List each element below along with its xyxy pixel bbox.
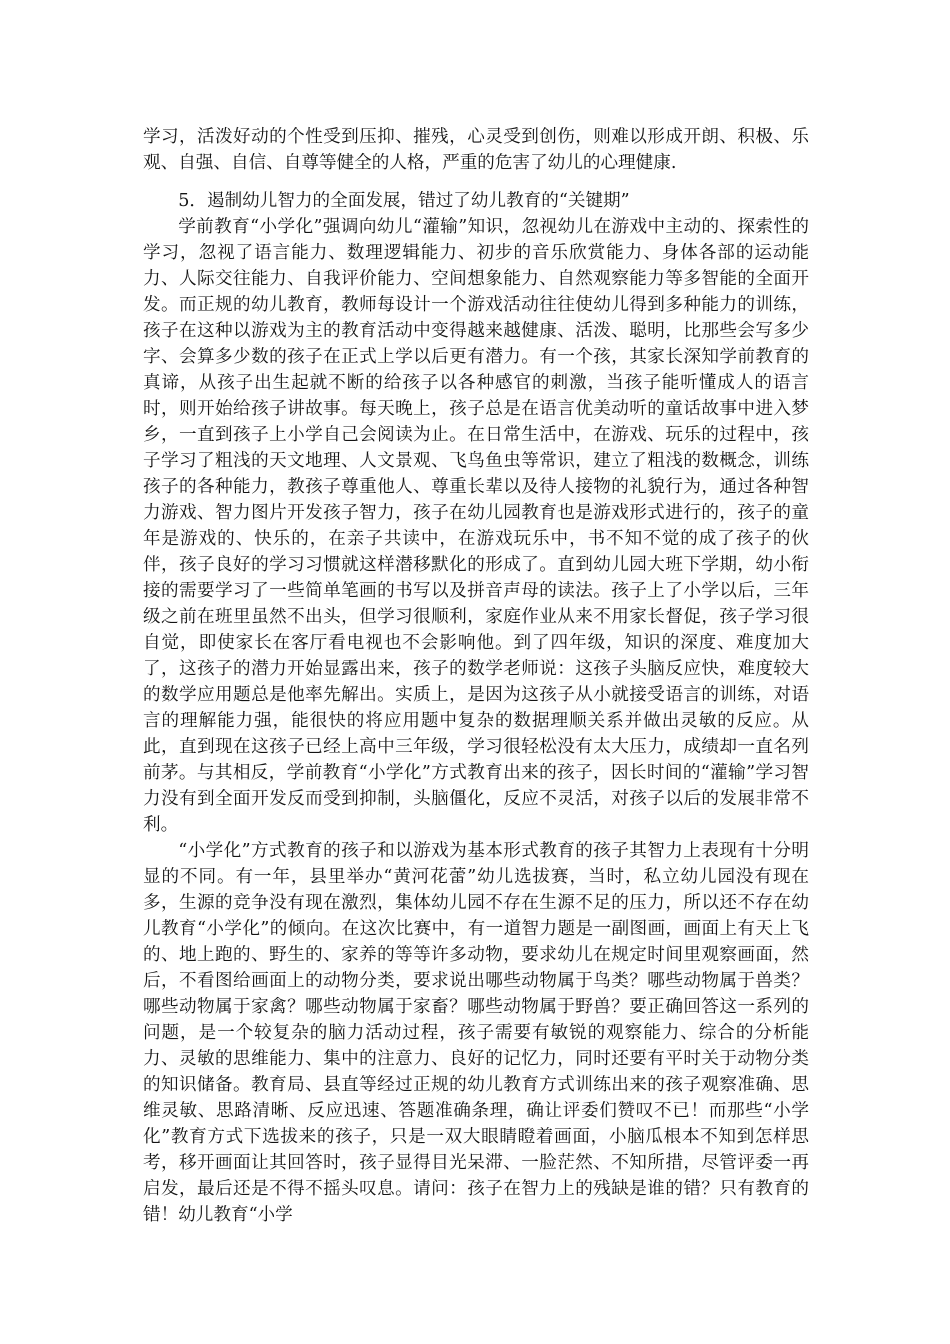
document-page: [143, 124, 809, 1228]
paragraph-body: “小学化”方式教育的孩子和以游戏为基本形式教育的孩子其智力上表现有十分明显的不同。有一年，县里举办“黄河花蕾”幼儿选拔赛，当时，私立幼儿园没有现在多，生源的竞争没有现在激烈，集体幼儿园不存在生源不足的压力，所以还不存在幼儿教育“小学化”的倾向。在这次比赛中，有一道智力题是一副图画，画面上有天上飞的、地上跑的、野生的、家养的等等许多动物，要求幼儿在规定时间里观察画面，然后，不看图给画面上的动物分类，要求说出哪些动物属于鸟类？哪些动物属于兽类？哪些动物属于家禽？哪些动物属于家畜？哪些动物属于野兽？要正确回答这一系列的问题，是一个较复杂的脑力活动过程，孩子需要有敏锐的观察能力、综合的分析能力、灵敏的思维能力、集中的注意力、良好的记忆力，同时还要有平时关于动物分类的知识储备。教育局、县直等经过正规的幼儿教育方式训练出来的孩子观察准确、思维灵敏、思路清晰、反应迅速、答题准确条理，确让评委们赞叹不已！而那些“小学化”教育方式下选拔来的孩子，只是一双大眼睛瞪着画面，小脑瓜根本不知到怎样思考，移开画面让其回答时，孩子显得目光呆滞、一脸茫然、不知所措，尽管评委一再启发，最后还是不得不摇头叹息。请问：孩子在智力上的残缺是谁的错？只有教育的错！幼儿教育“小学: [143, 841, 809, 1225]
section-heading: 5．遏制幼儿智力的全面发展，错过了幼儿教育的“关键期”: [178, 191, 630, 211]
paragraph-continuation: 学习，活泼好动的个性受到压抑、摧残，心灵受到创伤，则难以形成开朗、积极、乐观、自强、自信、自尊等健全的人格，严重的危害了幼儿的心理健康.: [143, 127, 809, 173]
paragraph-body: 学前教育“小学化”强调向幼儿“灌输”知识，忽视幼儿在游戏中主动的、探索性的学习，忽视了语言能力、数理逻辑能力、初步的音乐欣赏能力、身体各部的运动能力、人际交往能力、自我评价能力、空间想象能力、自然观察能力等多智能的全面开发。而正规的幼儿教育，教师每设计一个游戏活动往往使幼儿得到多种能力的训练，孩子在这种以游戏为主的教育活动中变得越来越健康、活泼、聪明，比那些会写多少字、会算多少数的孩子在正式上学以后更有潜力。有一个孩，其家长深知学前教育的真谛，从孩子出生起就不断的给孩子以各种感官的刺激，当孩子能听懂成人的语言时，则开始给孩子讲故事。每天晚上，孩子总是在语言优美动听的童话故事中进入梦乡，一直到孩子上小学自己会阅读为止。在日常生活中，在游戏、玩乐的过程中，孩子学习了粗浅的天文地理、人文景观、飞鸟鱼虫等常识，建立了粗浅的数概念，训练孩子的各种能力，教孩子尊重他人、尊重长辈以及待人接物的礼貌行为，通过各种智力游戏、智力图片开发孩子智力，孩子在幼儿园教育也是游戏形式进行的，孩子的童年是游戏的、快乐的，在亲子共读中，在游戏玩乐中，书不知不觉的成了孩子的伙伴，孩子良好的学习习惯就这样潜移默化的形成了。直到幼儿园大班下学期，幼小衔接的需要学习了一些简单笔画的书写以及拼音声母的读法。孩子上了小学以后，三年级之前在班里虽然不出头，但学习很顺利，家庭作业从来不用家长督促，孩子学习很自觉，即使家长在客厅看电视也不会影响他。到了四年级，知识的深度、难度加大了，这孩子的潜力开始显露出来，孩子的数学老师说：这孩子头脑反应快，难度较大的数学应用题总是他率先解出。实质上，是因为这孩子从小就接受语言的训练，对语言的理解能力强，能很快的将应用题中复杂的数据理顺关系并做出灵敏的反应。从此，直到现在这孩子已经上高中三年级，学习很轻松没有太大压力，成绩却一直名列前茅。与其相反，学前教育“小学化”方式教育出来的孩子，因长时间的“灌输”学习智力没有到全面开发反而受到抑制，头脑僵化，反应不灵活，对孩子以后的发展非常不利。: [143, 217, 809, 835]
